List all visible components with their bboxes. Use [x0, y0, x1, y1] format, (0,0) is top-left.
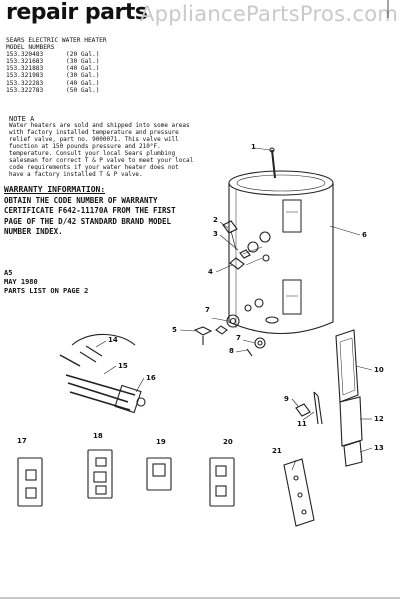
callout-1: 1 — [251, 143, 256, 151]
code-date: MAY 1980 — [4, 278, 38, 286]
water-heater-tank — [229, 171, 333, 334]
model-row: 153.322283 (40 Gal.) — [6, 79, 100, 87]
callout-20: 20 — [223, 438, 233, 446]
model-row: 153.321983 (30 Gal.) — [6, 72, 100, 80]
callout-12: 12 — [374, 415, 384, 423]
part-18-thermostat — [88, 450, 112, 498]
callout-16: 16 — [146, 374, 156, 382]
callout-10: 10 — [374, 366, 384, 374]
part-10-access-cover — [336, 330, 358, 402]
warranty-heading: WARRANTY INFORMATION: — [4, 185, 106, 194]
model-row: 153.321683 (30 Gal.) — [6, 58, 100, 66]
callout-21: 21 — [272, 447, 282, 455]
part-21-mounting-bracket — [284, 459, 314, 526]
part-12-13-insulation — [340, 397, 362, 466]
callout-8: 8 — [229, 347, 234, 355]
model-subheading: MODEL NUMBERS — [6, 44, 55, 52]
callout-18: 18 — [93, 432, 103, 440]
part-15-16-element-assembly — [66, 375, 145, 413]
watermark: AppliancePartsPros.com — [140, 2, 399, 26]
callout-15: 15 — [118, 362, 128, 370]
callout-2: 2 — [213, 216, 218, 224]
callout-5: 5 — [172, 326, 177, 334]
callout-13: 13 — [374, 444, 384, 452]
page-title: repair parts — [6, 0, 148, 25]
callout-9: 9 — [284, 395, 289, 403]
part-1-anode-rod — [255, 148, 275, 178]
note-body: Water heaters are sold and shipped into some areas with factory installed temperature and pressure relief valve, part no. 9000071. This valve will function at 150 pounds pressure and 210°F. temperature. Consult your local Sears plumbing salesman for correct T & P valve to meet your local code requirements if your water heater does not have a factory installed T & P valve. — [9, 122, 194, 179]
model-row: 153.322783 (50 Gal.) — [6, 86, 100, 94]
callout-7b: 7 — [236, 334, 241, 342]
warranty-body: OBTAIN THE CODE NUMBER OF WARRANTY CERTIFICATE F642-11170A FROM THE FIRST PAGE OF THE D/42 STANDARD BRAND MODEL NUMBER INDEX. — [4, 196, 176, 237]
model-row: 153.320483 (20 Gal.) — [6, 51, 100, 59]
callout-19: 19 — [156, 438, 166, 446]
callout-11: 11 — [297, 420, 307, 428]
callout-17: 17 — [17, 437, 27, 445]
callout-4: 4 — [208, 268, 213, 276]
code-number: A5 — [4, 269, 13, 277]
callout-3: 3 — [213, 230, 218, 238]
callout-7: 7 — [205, 306, 210, 314]
callout-6: 6 — [362, 231, 367, 239]
parts-list-ref: PARTS LIST ON PAGE 2 — [4, 287, 89, 295]
model-row: 153.321883 (40 Gal.) — [6, 65, 100, 73]
model-heading: SEARS ELECTRIC WATER HEATER — [6, 37, 107, 44]
part-20-thermostat — [210, 458, 234, 506]
part-17-thermostat — [18, 458, 42, 506]
callout-14: 14 — [108, 336, 118, 344]
part-19-thermostat — [147, 458, 171, 490]
note-heading: NOTE A — [9, 115, 35, 123]
part-4-element-gasket — [230, 258, 244, 269]
